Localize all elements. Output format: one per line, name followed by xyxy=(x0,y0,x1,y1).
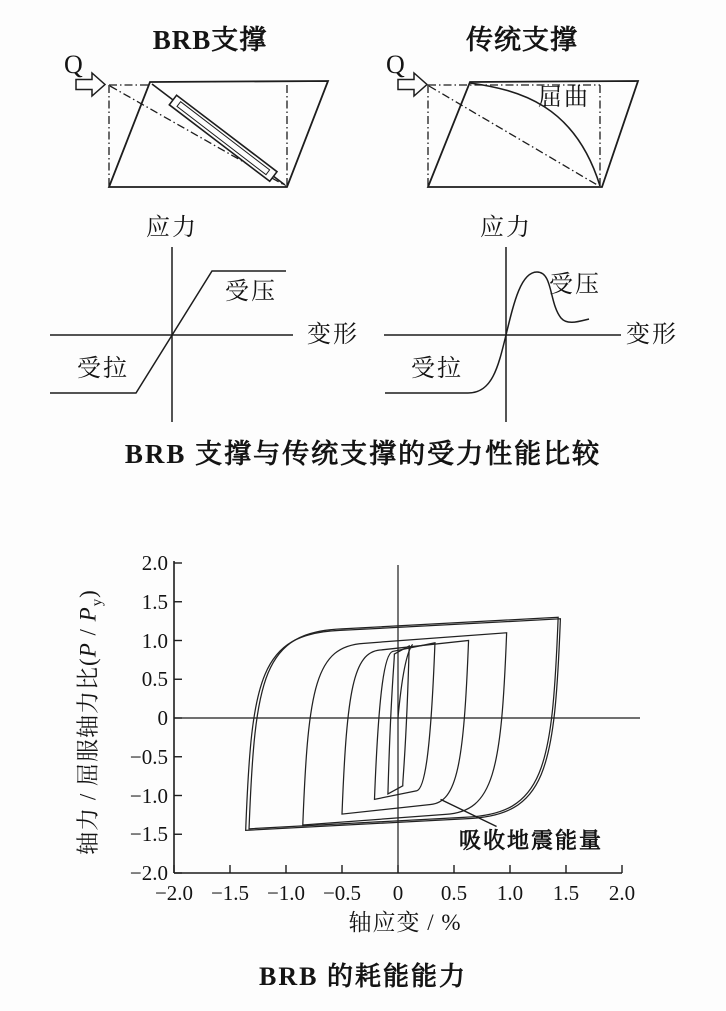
chart-ylabel-slash: / xyxy=(75,621,101,643)
x-tick-label: −0.5 xyxy=(322,881,362,905)
x-tick-label: 2.0 xyxy=(608,881,636,905)
y-tick-label: −1.5 xyxy=(129,822,168,847)
y-tick-label: −1.0 xyxy=(129,783,168,808)
initial-loading-curve xyxy=(398,644,413,718)
chart-ylabel-suffix: ) xyxy=(75,589,101,598)
y-tick-label: 0.5 xyxy=(141,667,168,692)
traditional-frame-title: 传统支撑 xyxy=(466,25,578,55)
x-tick-label: −1.5 xyxy=(210,881,250,905)
hysteresis-loop xyxy=(246,619,561,831)
y-tick-label: 0 xyxy=(157,706,168,730)
figure2-caption: BRB 的耗能能力 xyxy=(259,962,467,991)
chart-annotation-text: 吸收地震能量 xyxy=(459,828,604,853)
y-tick-label: 1.5 xyxy=(141,589,168,614)
traditional-sketch-compression-label: 受压 xyxy=(549,272,601,298)
brb-sketch-compression-label: 受压 xyxy=(225,279,277,305)
traditional-frame-diagram xyxy=(398,73,638,187)
traditional-frame-deformed xyxy=(428,81,638,187)
traditional-sketch-tension-label: 受拉 xyxy=(411,356,463,382)
x-tick-label: 0.5 xyxy=(440,881,468,905)
hysteresis-chart-loops xyxy=(246,617,561,830)
brb-sketch-yaxis-label: 应力 xyxy=(146,215,198,241)
x-tick-label: −1.0 xyxy=(266,881,306,905)
traditional-sketch-xaxis-label: 变形 xyxy=(626,322,678,348)
y-tick-label: −2.0 xyxy=(129,861,168,885)
chart-ylabel-py: P xyxy=(75,606,101,622)
chart-ylabel-py-sub: y xyxy=(89,597,106,607)
brb-sketch-xaxis-label: 变形 xyxy=(307,322,359,348)
brb-sketch-tension-label: 受拉 xyxy=(77,356,129,382)
chart-xlabel: 轴应变 / % xyxy=(348,910,462,935)
figure1-caption: BRB 支撑与传统支撑的受力性能比较 xyxy=(124,439,602,469)
y-tick-label: −0.5 xyxy=(129,744,168,769)
shear-force-label-left: Q xyxy=(64,50,83,79)
buckling-label: 屈曲 xyxy=(538,85,590,111)
brb-frame-title: BRB支撑 xyxy=(152,25,268,55)
shear-force-label-right: Q xyxy=(386,50,405,79)
x-tick-label: 1.5 xyxy=(552,881,580,905)
x-tick-label: 1.0 xyxy=(496,881,524,905)
x-tick-label: −2.0 xyxy=(154,881,194,905)
hysteresis-loop xyxy=(303,633,507,825)
chart-ylabel-prefix: 轴力 / 屈服轴力比( xyxy=(75,657,101,855)
brb-hysteresis-sketch xyxy=(50,247,293,422)
brb-frame-diagram xyxy=(76,73,328,187)
annotation-leader-line xyxy=(441,799,497,826)
chart-ylabel-p: P xyxy=(75,642,101,658)
x-tick-label: 0 xyxy=(392,881,404,905)
traditional-sketch-yaxis-label: 应力 xyxy=(480,215,532,241)
y-tick-label: 1.0 xyxy=(141,628,168,653)
brb-casing-outer xyxy=(169,95,277,181)
y-tick-label: 2.0 xyxy=(141,551,168,575)
